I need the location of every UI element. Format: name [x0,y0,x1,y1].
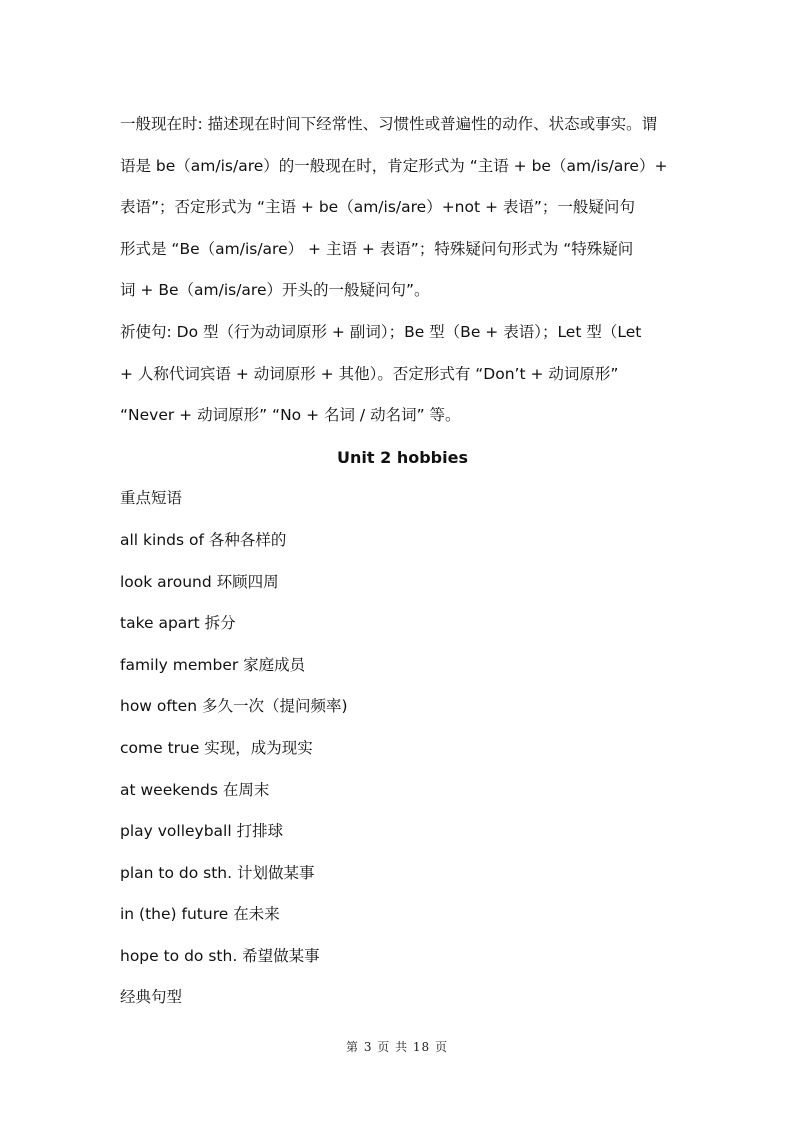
paragraph-line: 形式是 “Be（am/is/are） + 主语 + 表语”；特殊疑问句形式为 “特殊疑问 [120,239,634,258]
grammar-paragraph [120,104,685,437]
phrase-item: at weekends 在周末 [120,780,270,799]
phrase-item: all kinds of 各种各样的 [120,530,287,549]
page-content [120,104,685,1019]
paragraph-line: 祈使句: Do 型（行为动词原形 + 副词）；Be 型（Be + 表语）；Let 型（Let [120,322,642,341]
paragraph-line: “Never + 动词原形” “No + 名词 / 动名词” 等。 [120,406,461,425]
paragraph-line: 一般现在时: 描述现在时间下经常性、习惯性或普遍性的动作、状态或事实。谓 [120,115,658,133]
paragraph-line: 表语”；否定形式为 “主语 + be（am/is/are）+not + 表语”；一般疑问句 [120,198,635,217]
phrase-item: hope to do sth. 希望做某事 [120,946,320,965]
phrase-item: play volleyball 打排球 [120,822,284,841]
paragraph-line: 语是 be（am/is/are）的一般现在时，肯定形式为 “主语 + be（am/is/are）+ [120,156,668,175]
phrase-item: come true 实现，成为现实 [120,738,313,757]
phrase-list [120,520,685,978]
section-label-phrases: 重点短语 [120,489,183,508]
phrase-item: family member 家庭成员 [120,655,306,674]
phrase-item: plan to do sth. 计划做某事 [120,863,315,882]
phrase-item: in (the) future 在未来 [120,905,280,924]
paragraph-line: 词 + Be（am/is/are）开头的一般疑问句”。 [120,281,430,300]
page-footer: 第 3 页 共 18 页 [346,1040,448,1054]
phrase-item: how often 多久一次（提问频率) [120,697,348,716]
phrase-item: take apart 拆分 [120,614,236,633]
unit-title: Unit 2 hobbies [337,447,468,467]
section-label-sentences: 经典句型 [120,988,183,1007]
paragraph-line: + 人称代词宾语 + 动词原形 + 其他）。否定形式有 “Don’t + 动词原形” [120,364,619,383]
phrase-item: look around 环顾四周 [120,572,279,591]
